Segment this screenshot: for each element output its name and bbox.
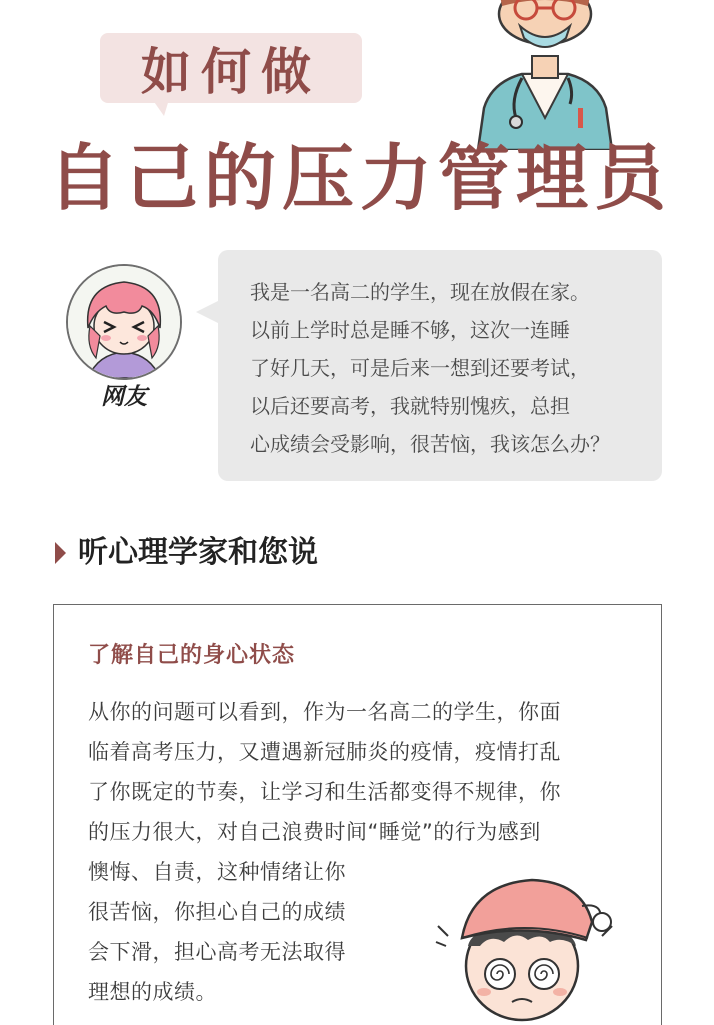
doctor-illustration — [470, 0, 620, 150]
answer-line: 理想的成绩。 — [88, 980, 217, 1004]
answer-line: 临着高考压力，又遭遇新冠肺炎的疫情，疫情打乱 — [88, 740, 561, 764]
question-line: 了好几天，可是后来一想到还要考试， — [250, 356, 590, 380]
page-title: 自己的压力管理员 — [48, 136, 673, 220]
avatar — [66, 264, 182, 380]
question-line: 以前上学时总是睡不够，这次一连睡 — [250, 318, 570, 342]
question-line: 我是一名高二的学生，现在放假在家。 — [250, 280, 590, 304]
answer-line: 了你既定的节奏，让学习和生活都变得不规律，你 — [88, 780, 561, 804]
answer-line: 的压力很大，对自己浪费时间“睡觉”的行为感到 — [88, 820, 541, 844]
question-text — [250, 273, 642, 463]
question-line: 心成绩会受影响，很苦恼，我该怎么办？ — [250, 432, 610, 456]
card-title: 了解自己的身心状态 — [88, 643, 296, 668]
user-avatar-icon — [68, 266, 180, 378]
answer-line: 从你的问题可以看到，作为一名高二的学生，你面 — [88, 700, 561, 724]
question-line: 以后还要高考，我就特别愧疚，总担 — [250, 394, 570, 418]
triangle-marker-icon — [55, 542, 66, 564]
answer-paragraph — [88, 692, 636, 852]
section-heading: 听心理学家和您说 — [78, 535, 318, 570]
page-subtitle: 如何做 — [141, 43, 321, 101]
answer-line: 会下滑，担心高考无法取得 — [88, 940, 346, 964]
answer-line: 很苦恼，你担心自己的成绩 — [88, 900, 346, 924]
chat-bubble-tail — [196, 300, 220, 324]
sleepy-student-illustration — [432, 866, 632, 1025]
author-name: 网友 — [101, 384, 147, 410]
answer-line: 懊悔、自责，这种情绪让你 — [88, 860, 346, 884]
answer-paragraph-continued — [88, 852, 408, 1012]
